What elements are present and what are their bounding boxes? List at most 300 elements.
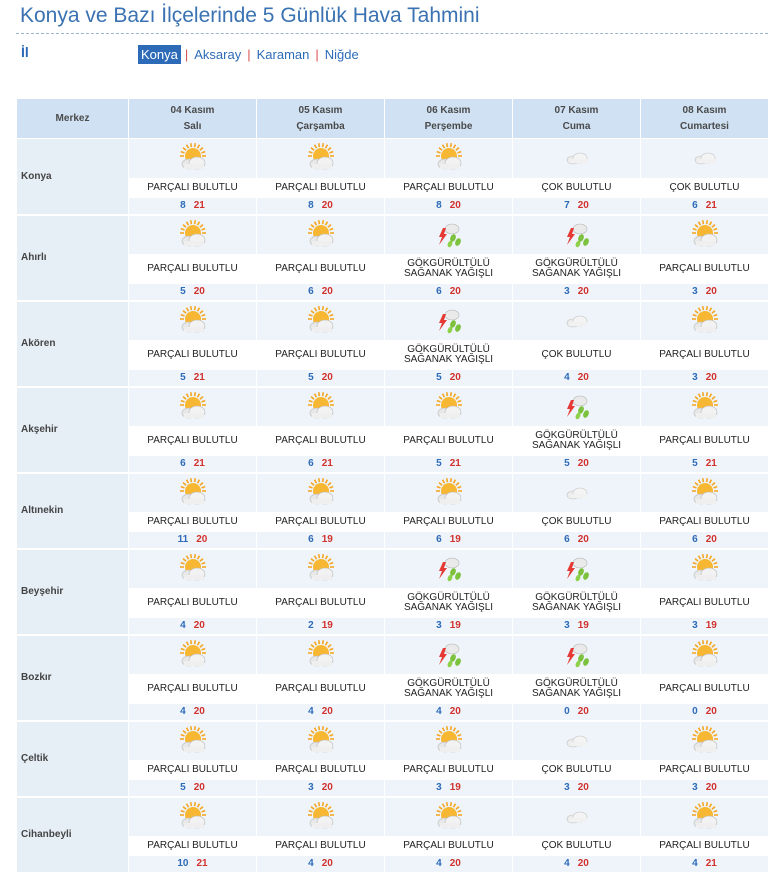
temperature-cell	[513, 370, 641, 387]
weather-icon-cell	[129, 473, 257, 512]
max-temperature: 20	[577, 286, 589, 297]
condition-cell	[641, 588, 769, 618]
city-row	[17, 836, 769, 856]
temperature-cell	[129, 198, 257, 215]
condition-text: PARÇALI BULUTLU	[403, 839, 494, 851]
cloudy-icon	[561, 487, 593, 498]
condition-cell	[513, 512, 641, 532]
province-nav	[138, 45, 361, 64]
temperature-cell	[129, 704, 257, 721]
min-temperature: 4	[308, 706, 314, 717]
condition-text: GÖKGÜRÜLTÜLÜ	[535, 429, 618, 441]
partly-cloudy-icon	[689, 563, 721, 574]
condition-text: SAĞANAK YAĞIŞLI	[403, 353, 494, 365]
condition-cell	[129, 836, 257, 856]
condition-text: SAĞANAK YAĞIŞLI	[531, 267, 622, 279]
max-temperature: 20	[321, 782, 333, 793]
min-temperature: 6	[308, 286, 314, 297]
condition-cell	[641, 426, 769, 456]
temperature-cell	[385, 780, 513, 797]
condition-text: GÖKGÜRÜLTÜLÜ	[407, 677, 490, 689]
condition-text: PARÇALI BULUTLU	[659, 682, 750, 694]
temperature-cell	[257, 284, 385, 301]
temperature-cell	[257, 618, 385, 635]
partly-cloudy-icon	[305, 153, 337, 164]
condition-text: PARÇALI BULUTLU	[147, 515, 238, 527]
partly-cloudy-icon	[177, 315, 209, 326]
condition-text: GÖKGÜRÜLTÜLÜ	[535, 591, 618, 603]
condition-cell	[641, 254, 769, 284]
condition-cell	[641, 512, 769, 532]
max-temperature: 20	[321, 372, 333, 383]
temperature-cell	[129, 532, 257, 549]
temperature-cell	[513, 284, 641, 301]
weather-icon-cell	[385, 139, 513, 178]
page-title: Konya ve Bazı İlçelerinde 5 Günlük Hava Tahmini	[20, 4, 480, 27]
max-temperature: 20	[705, 782, 717, 793]
temperature-cell	[641, 370, 769, 387]
max-temperature: 19	[321, 620, 333, 631]
temperature-cell	[513, 456, 641, 473]
condition-text: ÇOK BULUTLU	[541, 515, 612, 527]
max-temperature: 20	[193, 620, 205, 631]
weather-icon-cell	[129, 797, 257, 836]
temperature-cell	[129, 284, 257, 301]
city-row	[17, 340, 769, 370]
condition-text: SAĞANAK YAĞIŞLI	[531, 687, 622, 699]
partly-cloudy-icon	[177, 735, 209, 746]
cloudy-icon	[561, 315, 593, 326]
partly-cloudy-icon	[689, 487, 721, 498]
province-link-3[interactable]: Niğde	[324, 47, 359, 62]
city-row	[17, 254, 769, 284]
min-temperature: 4	[692, 858, 698, 869]
partly-cloudy-icon	[433, 811, 465, 822]
city-row	[17, 618, 769, 635]
min-temperature: 8	[180, 200, 186, 211]
max-temperature: 20	[321, 286, 333, 297]
condition-cell	[385, 588, 513, 618]
min-temperature: 8	[308, 200, 314, 211]
temperature-cell	[257, 704, 385, 721]
min-temperature: 5	[180, 286, 186, 297]
min-temperature: 3	[564, 620, 570, 631]
temperature-cell	[641, 856, 769, 873]
condition-cell	[257, 340, 385, 370]
condition-text: GÖKGÜRÜLTÜLÜ	[535, 257, 618, 269]
weather-icon-cell	[385, 215, 513, 254]
header-date: 05 Kasım	[298, 104, 343, 116]
city-row	[17, 284, 769, 301]
weather-icon-cell	[129, 139, 257, 178]
weather-icon-cell	[513, 387, 641, 426]
temperature-cell	[385, 618, 513, 635]
partly-cloudy-icon	[177, 811, 209, 822]
max-temperature: 19	[705, 620, 717, 631]
condition-text: ÇOK BULUTLU	[541, 348, 612, 360]
condition-text: PARÇALI BULUTLU	[147, 763, 238, 775]
condition-cell	[129, 674, 257, 704]
weather-icon-cell	[641, 215, 769, 254]
weather-icon-cell	[129, 549, 257, 588]
min-temperature: 4	[180, 620, 186, 631]
temperature-cell	[257, 780, 385, 797]
max-temperature: 20	[449, 858, 461, 869]
province-link-1[interactable]: Aksaray	[194, 47, 242, 62]
min-temperature: 6	[436, 534, 442, 545]
min-temperature: 0	[564, 706, 570, 717]
min-temperature: 8	[436, 200, 442, 211]
temperature-cell	[513, 704, 641, 721]
weather-icon-cell	[385, 549, 513, 588]
nav-separator: |	[315, 47, 319, 62]
condition-text: PARÇALI BULUTLU	[275, 682, 366, 694]
temperature-cell	[385, 856, 513, 873]
condition-cell	[385, 760, 513, 780]
max-temperature: 21	[196, 858, 208, 869]
condition-text: SAĞANAK YAĞIŞLI	[403, 267, 494, 279]
max-temperature: 20	[577, 782, 589, 793]
header-weekday: Cumartesi	[680, 120, 729, 132]
weather-icon-cell	[385, 387, 513, 426]
city-row	[17, 456, 769, 473]
city-name: Akşehir	[17, 387, 129, 473]
condition-cell	[129, 588, 257, 618]
condition-text: PARÇALI BULUTLU	[659, 434, 750, 446]
max-temperature: 20	[577, 706, 589, 717]
condition-text: PARÇALI BULUTLU	[147, 839, 238, 851]
condition-text: PARÇALI BULUTLU	[403, 434, 494, 446]
city-row	[17, 780, 769, 797]
city-row	[17, 674, 769, 704]
weather-icon-cell	[513, 721, 641, 760]
max-temperature: 20	[321, 706, 333, 717]
max-temperature: 21	[193, 200, 205, 211]
partly-cloudy-icon	[177, 229, 209, 240]
condition-text: PARÇALI BULUTLU	[147, 262, 238, 274]
condition-text: SAĞANAK YAĞIŞLI	[403, 601, 494, 613]
condition-cell	[129, 426, 257, 456]
partly-cloudy-icon	[177, 401, 209, 412]
header-row	[17, 99, 769, 139]
weather-icon-cell	[257, 549, 385, 588]
city-row	[17, 704, 769, 721]
weather-icon-cell	[513, 139, 641, 178]
max-temperature: 21	[193, 458, 205, 469]
condition-text: PARÇALI BULUTLU	[275, 515, 366, 527]
max-temperature: 20	[321, 858, 333, 869]
min-temperature: 6	[180, 458, 186, 469]
condition-cell	[641, 340, 769, 370]
weather-icon-cell	[641, 721, 769, 760]
header-day-4	[513, 99, 641, 139]
max-temperature: 20	[577, 200, 589, 211]
max-temperature: 19	[449, 534, 461, 545]
max-temperature: 19	[577, 620, 589, 631]
condition-text: ÇOK BULUTLU	[541, 181, 612, 193]
nav-separator: |	[184, 47, 189, 62]
condition-cell	[385, 512, 513, 532]
condition-cell	[129, 254, 257, 284]
weather-icon-cell	[129, 635, 257, 674]
city-name: Altınekin	[17, 473, 129, 549]
min-temperature: 6	[692, 534, 698, 545]
temperature-cell	[385, 198, 513, 215]
weather-icon-cell	[129, 301, 257, 340]
condition-text: PARÇALI BULUTLU	[275, 434, 366, 446]
temperature-cell	[641, 780, 769, 797]
weather-icon-cell	[129, 215, 257, 254]
city-row	[17, 301, 769, 340]
condition-text: PARÇALI BULUTLU	[659, 596, 750, 608]
condition-text: PARÇALI BULUTLU	[275, 763, 366, 775]
city-name: Konya	[17, 139, 129, 215]
weather-icon-cell	[641, 635, 769, 674]
thunderstorm-icon	[561, 401, 593, 412]
max-temperature: 20	[449, 286, 461, 297]
header-date: 07 Kasım	[554, 104, 599, 116]
max-temperature: 20	[705, 286, 717, 297]
city-row	[17, 178, 769, 198]
weather-icon-cell	[641, 387, 769, 426]
condition-cell	[257, 178, 385, 198]
condition-cell	[257, 588, 385, 618]
temperature-cell	[513, 532, 641, 549]
min-temperature: 6	[308, 458, 314, 469]
city-row	[17, 532, 769, 549]
city-row	[17, 215, 769, 254]
condition-text: PARÇALI BULUTLU	[275, 348, 366, 360]
partly-cloudy-icon	[689, 401, 721, 412]
min-temperature: 3	[436, 782, 442, 793]
cloudy-icon	[561, 153, 593, 164]
max-temperature: 20	[577, 534, 589, 545]
max-temperature: 20	[705, 706, 717, 717]
city-name: Ahırlı	[17, 215, 129, 301]
condition-cell	[129, 340, 257, 370]
min-temperature: 5	[692, 458, 698, 469]
header-weekday: Çarşamba	[296, 120, 345, 132]
min-temperature: 3	[692, 286, 698, 297]
max-temperature: 20	[577, 458, 589, 469]
condition-cell	[385, 340, 513, 370]
thunderstorm-icon	[561, 229, 593, 240]
min-temperature: 5	[564, 458, 570, 469]
condition-text: SAĞANAK YAĞIŞLI	[403, 687, 494, 699]
condition-text: PARÇALI BULUTLU	[147, 181, 238, 193]
max-temperature: 20	[449, 200, 461, 211]
partly-cloudy-icon	[177, 563, 209, 574]
partly-cloudy-icon	[305, 735, 337, 746]
max-temperature: 21	[705, 200, 717, 211]
condition-cell	[513, 340, 641, 370]
weather-icon-cell	[513, 635, 641, 674]
max-temperature: 20	[193, 286, 205, 297]
min-temperature: 3	[692, 620, 698, 631]
condition-cell	[513, 178, 641, 198]
condition-text: PARÇALI BULUTLU	[275, 596, 366, 608]
header-day-5	[641, 99, 769, 139]
min-temperature: 2	[308, 620, 314, 631]
max-temperature: 20	[577, 372, 589, 383]
header-date: 06 Kasım	[426, 104, 471, 116]
weather-icon-cell	[257, 635, 385, 674]
condition-cell	[513, 836, 641, 856]
weather-icon-cell	[257, 473, 385, 512]
temperature-cell	[129, 456, 257, 473]
city-row	[17, 387, 769, 426]
condition-cell	[385, 254, 513, 284]
header-weekday: Salı	[183, 120, 202, 132]
weather-icon-cell	[129, 387, 257, 426]
condition-text: PARÇALI BULUTLU	[403, 515, 494, 527]
max-temperature: 21	[193, 372, 205, 383]
city-name: Çeltik	[17, 721, 129, 797]
temperature-cell	[257, 856, 385, 873]
max-temperature: 19	[449, 782, 461, 793]
thunderstorm-icon	[433, 649, 465, 660]
header-weekday: Perşembe	[424, 120, 473, 132]
partly-cloudy-icon	[305, 811, 337, 822]
condition-cell	[641, 760, 769, 780]
min-temperature: 6	[692, 200, 698, 211]
temperature-cell	[513, 618, 641, 635]
city-row	[17, 856, 769, 873]
condition-text: GÖKGÜRÜLTÜLÜ	[407, 343, 490, 355]
condition-cell	[257, 760, 385, 780]
partly-cloudy-icon	[433, 735, 465, 746]
nav-separator: |	[247, 47, 251, 62]
weather-icon-cell	[257, 301, 385, 340]
condition-cell	[513, 588, 641, 618]
temperature-cell	[129, 780, 257, 797]
header-day-3	[385, 99, 513, 139]
min-temperature: 5	[308, 372, 314, 383]
partly-cloudy-icon	[305, 401, 337, 412]
header-date: 04 Kasım	[170, 104, 215, 116]
max-temperature: 21	[705, 858, 717, 869]
max-temperature: 20	[449, 706, 461, 717]
condition-text: GÖKGÜRÜLTÜLÜ	[407, 591, 490, 603]
condition-cell	[385, 178, 513, 198]
header-merkez: Merkez	[17, 99, 129, 139]
partly-cloudy-icon	[177, 649, 209, 660]
condition-text: ÇOK BULUTLU	[541, 763, 612, 775]
province-link-0[interactable]: Konya	[138, 45, 181, 64]
title-divider	[16, 33, 768, 34]
condition-cell	[641, 836, 769, 856]
min-temperature: 5	[180, 372, 186, 383]
max-temperature: 20	[705, 534, 717, 545]
max-temperature: 20	[193, 706, 205, 717]
min-temperature: 10	[177, 858, 189, 869]
weather-icon-cell	[641, 797, 769, 836]
condition-text: GÖKGÜRÜLTÜLÜ	[535, 677, 618, 689]
temperature-cell	[513, 198, 641, 215]
condition-cell	[513, 674, 641, 704]
city-row	[17, 426, 769, 456]
partly-cloudy-icon	[177, 153, 209, 164]
weather-icon-cell	[513, 215, 641, 254]
partly-cloudy-icon	[689, 649, 721, 660]
min-temperature: 4	[180, 706, 186, 717]
thunderstorm-icon	[433, 563, 465, 574]
min-temperature: 4	[308, 858, 314, 869]
temperature-cell	[641, 618, 769, 635]
min-temperature: 5	[180, 782, 186, 793]
max-temperature: 20	[321, 200, 333, 211]
temperature-cell	[385, 704, 513, 721]
partly-cloudy-icon	[689, 811, 721, 822]
city-row	[17, 635, 769, 674]
min-temperature: 4	[564, 372, 570, 383]
temperature-cell	[385, 532, 513, 549]
city-row	[17, 760, 769, 780]
condition-text: ÇOK BULUTLU	[541, 839, 612, 851]
condition-text: PARÇALI BULUTLU	[659, 348, 750, 360]
partly-cloudy-icon	[433, 153, 465, 164]
temperature-cell	[257, 532, 385, 549]
weather-icon-cell	[641, 301, 769, 340]
condition-text: PARÇALI BULUTLU	[659, 515, 750, 527]
condition-cell	[129, 760, 257, 780]
forecast-body	[17, 139, 769, 873]
partly-cloudy-icon	[305, 315, 337, 326]
max-temperature: 19	[449, 620, 461, 631]
city-name: Bozkır	[17, 635, 129, 721]
partly-cloudy-icon	[177, 487, 209, 498]
condition-cell	[129, 512, 257, 532]
weather-icon-cell	[641, 139, 769, 178]
condition-text: ÇOK BULUTLU	[669, 181, 740, 193]
city-row	[17, 370, 769, 387]
condition-text: GÖKGÜRÜLTÜLÜ	[407, 257, 490, 269]
weather-icon-cell	[385, 635, 513, 674]
weather-icon-cell	[257, 139, 385, 178]
condition-text: PARÇALI BULUTLU	[659, 262, 750, 274]
province-link-2[interactable]: Karaman	[256, 47, 310, 62]
condition-cell	[513, 760, 641, 780]
temperature-cell	[641, 456, 769, 473]
max-temperature: 19	[321, 534, 333, 545]
header-weekday: Cuma	[562, 120, 591, 132]
max-temperature: 20	[196, 534, 208, 545]
city-row	[17, 139, 769, 178]
condition-cell	[129, 178, 257, 198]
partly-cloudy-icon	[689, 735, 721, 746]
city-row	[17, 549, 769, 588]
temperature-cell	[257, 456, 385, 473]
weather-icon-cell	[385, 473, 513, 512]
min-temperature: 6	[436, 286, 442, 297]
temperature-cell	[385, 456, 513, 473]
condition-cell	[513, 426, 641, 456]
condition-text: PARÇALI BULUTLU	[147, 434, 238, 446]
condition-cell	[513, 254, 641, 284]
max-temperature: 20	[577, 858, 589, 869]
condition-cell	[385, 674, 513, 704]
temperature-cell	[641, 704, 769, 721]
temperature-cell	[129, 856, 257, 873]
max-temperature: 20	[193, 782, 205, 793]
min-temperature: 5	[436, 372, 442, 383]
max-temperature: 20	[705, 372, 717, 383]
cloudy-icon	[561, 735, 593, 746]
weather-icon-cell	[129, 721, 257, 760]
weather-icon-cell	[513, 301, 641, 340]
city-name: Cihanbeyli	[17, 797, 129, 873]
condition-cell	[257, 254, 385, 284]
